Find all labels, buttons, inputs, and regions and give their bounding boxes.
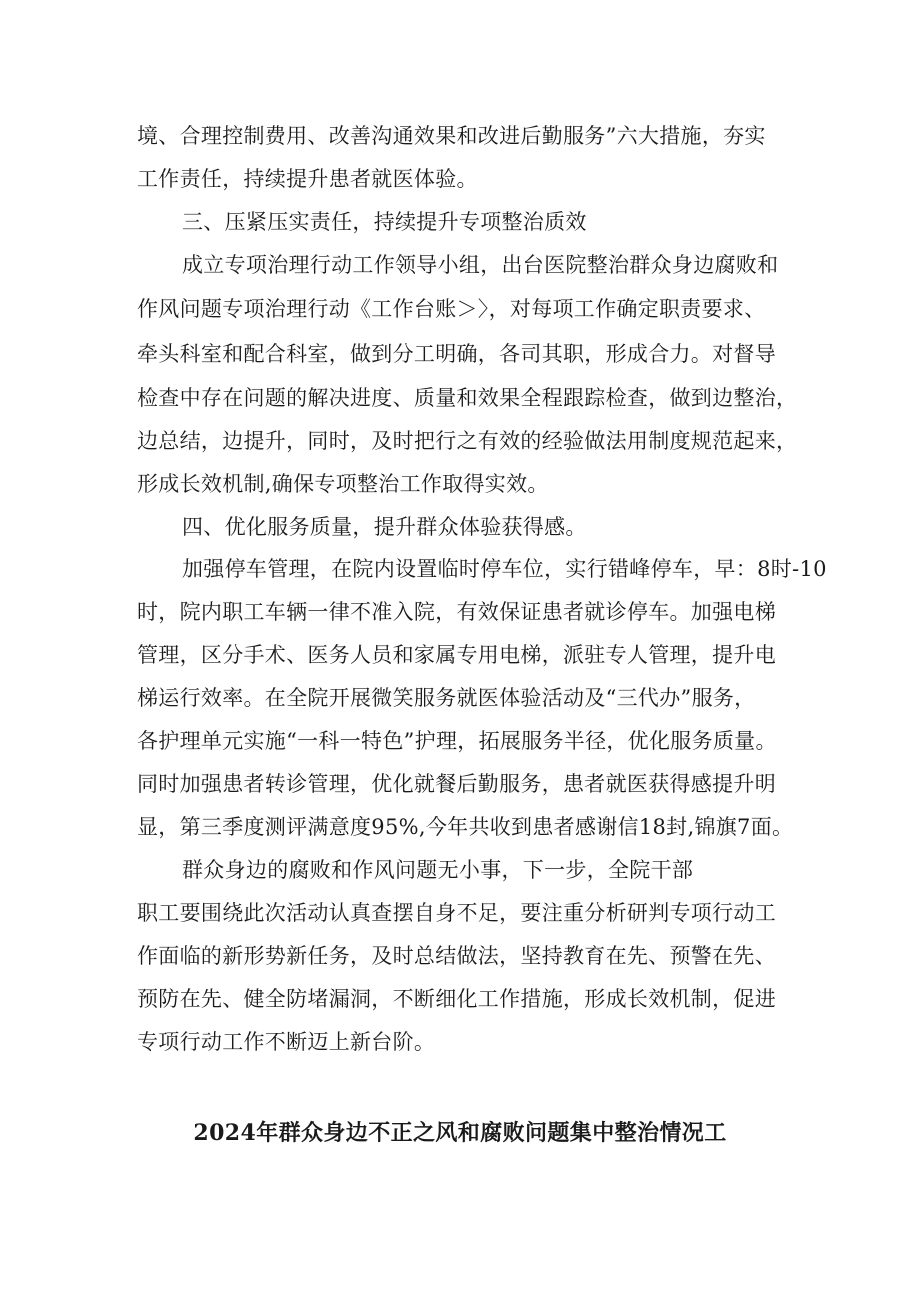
paragraph-line: 边总结，边提升，同时，及时把行之有效的经验做法用制度规范起来，	[137, 429, 798, 453]
paragraph-line: 职工要围绕此次活动认真查摆自身不足，要注重分析研判专项行动工	[137, 901, 776, 925]
paragraph-line: 预防在先、健全防堵漏洞，不断细化工作措施，形成长效机制，促进	[137, 987, 776, 1011]
paragraph-line: 作面临的新形势新任务，及时总结做法，坚持教育在先、预警在先、	[137, 944, 776, 968]
paragraph-line: 群众身边的腐败和作风问题无小事，下一步，全院干部	[182, 858, 694, 882]
paragraph-line: 成立专项治理行动工作领导小组，出台医院整治群众身边腐败和	[182, 253, 779, 277]
paragraph-line: 牵头科室和配合科室，做到分工明确，各司其职，形成合力。对督导	[137, 342, 776, 366]
paragraph-line: 工作责任，持续提升患者就医体验。	[137, 167, 478, 191]
paragraph-line: 作风问题专项治理行动《工作台账＞〉，对每项工作确定职责要求、	[137, 297, 766, 321]
paragraph-line: 显，第三季度测评满意度95%,今年共收到患者感谢信18封,锦旗7面。	[137, 815, 794, 839]
paragraph-line: 梯运行效率。在全院开展微笑服务就医体验活动及“三代办”服务，	[137, 686, 756, 710]
paragraph-line: 各护理单元实施“一科一特色”护理，拓展服务半径，优化服务质量。	[137, 729, 777, 753]
paragraph-line: 时，院内职工车辆一律不准入院，有效保证患者就诊停车。加强电梯	[137, 600, 776, 624]
paragraph-line: 同时加强患者转诊管理，优化就餐后勤服务，患者就医获得感提升明	[137, 772, 776, 796]
paragraph-line: 形成长效机制,确保专项整治工作取得实效。	[137, 472, 549, 496]
paragraph-line: 专项行动工作不断迈上新台阶。	[137, 1030, 436, 1054]
section-heading: 三、压紧压实责任，持续提升专项整治质效	[182, 210, 587, 234]
paragraph-line: 检查中存在问题的解决进度、质量和效果全程跟踪检查，做到边整治，	[137, 386, 798, 410]
paragraph-line: 境、合理控制费用、改善沟通效果和改进后勤服务”六大措施，夯实	[137, 124, 766, 148]
paragraph-line: 加强停车管理，在院内设置临时停车位，实行错峰停车，早：8时-10	[182, 557, 827, 581]
section-heading: 四、优化服务质量，提升群众体验获得感。	[182, 515, 587, 539]
paragraph-line: 管理，区分手术、医务人员和家属专用电梯，派驻专人管理，提升电	[137, 643, 776, 667]
next-section-title: 2024年群众身边不正之风和腐败问题集中整治情况工	[193, 1120, 727, 1146]
